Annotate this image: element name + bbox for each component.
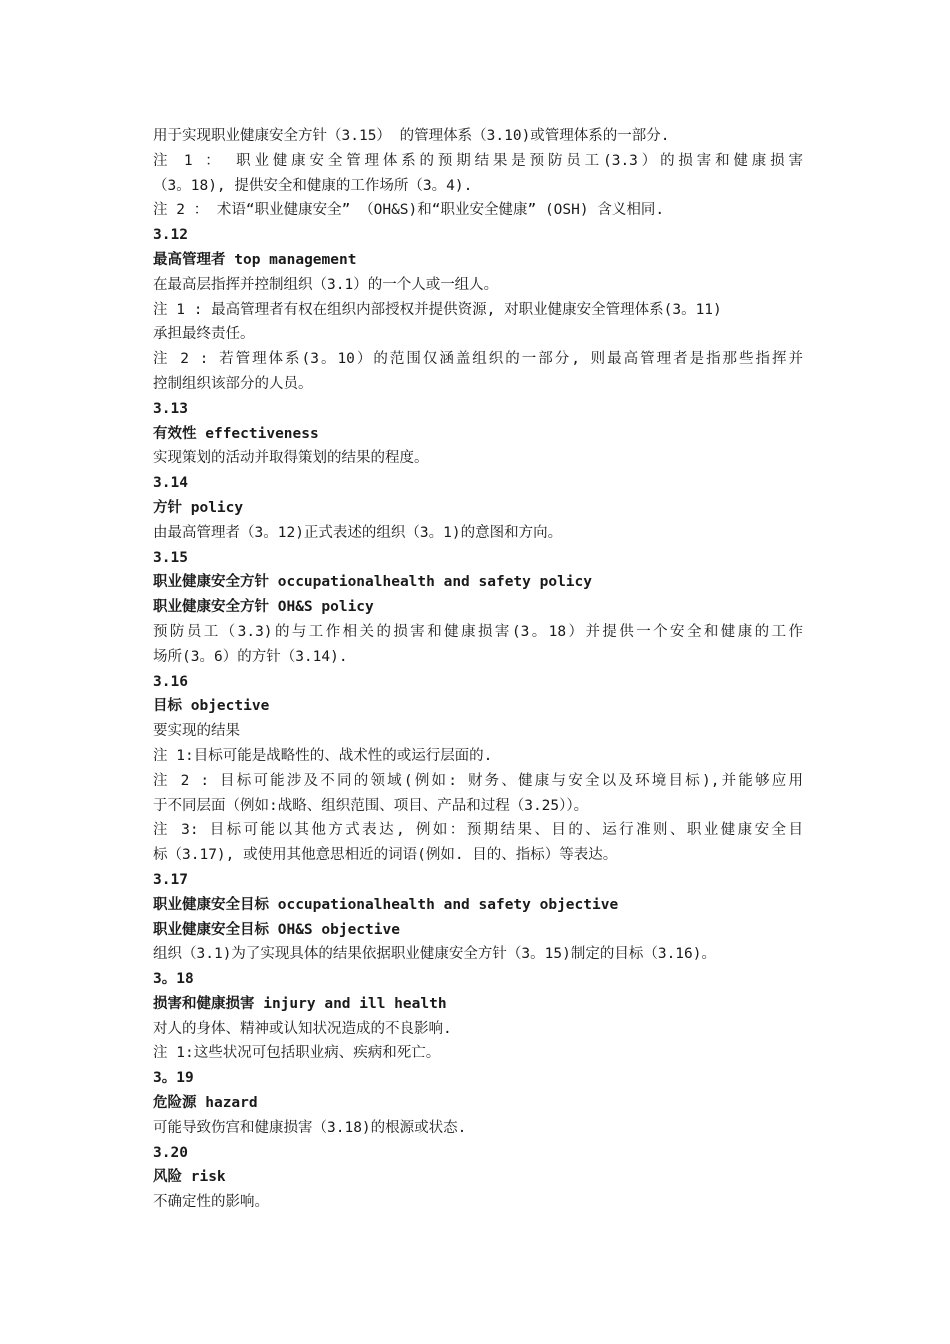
term-heading: 目标 objective <box>153 698 270 715</box>
note-line-continuation: 承担最终责任。 <box>153 326 255 343</box>
term-heading: 职业健康安全目标 occupationalhealth and safety objective <box>153 896 619 913</box>
definition-text: 实现策划的活动并取得策划的结果的程度。 <box>153 450 429 467</box>
definition-text: 要实现的结果 <box>153 723 240 740</box>
note-line: 注 1 ： 职业健康安全管理体系的预期结果是预防员工(3.3）的损害和健康损害 <box>153 152 803 169</box>
document-body <box>153 124 803 1215</box>
term-heading: 职业健康安全方针 occupationalhealth and safety policy <box>153 574 592 591</box>
section-number: 3.20 <box>153 1144 188 1161</box>
body-text-line: 用于实现职业健康安全方针（3.15） 的管理体系（3.10)或管理体系的一部分. <box>153 128 670 144</box>
section-number: 3.17 <box>153 871 188 888</box>
note-line: 注 1:目标可能是战略性的、战术性的或运行层面的. <box>153 747 493 764</box>
definition-text: 可能导致伤宫和健康损害（3.18)的根源或状态. <box>153 1119 467 1136</box>
term-heading: 方针 policy <box>153 499 244 516</box>
note-line: 注 3: 目标可能以其他方式表达, 例如：预期结果、目的、运行准则、职业健康安全目 <box>153 822 803 839</box>
section-number: 3。19 <box>153 1070 194 1087</box>
definition-text: 预防员工（3.3)的与工作相关的损害和健康损害(3。18）并提供一个安全和健康的工作 <box>153 623 803 640</box>
term-heading: 危险源 hazard <box>153 1095 258 1112</box>
definition-text: 不确定性的影响。 <box>153 1194 269 1211</box>
section-number: 3。18 <box>153 971 194 988</box>
term-heading-alt: 职业健康安全方针 OH&S policy <box>153 599 374 616</box>
section-number: 3.12 <box>153 227 188 244</box>
note-line: 注 2 : 若管理体系(3。10）的范围仅涵盖组织的一部分, 则最高管理者是指那些指挥并 <box>153 351 803 368</box>
section-number: 3.14 <box>153 475 188 492</box>
definition-text-continuation: 场所(3。6）的方针（3.14). <box>153 648 348 665</box>
note-line-continuation: 控制组织该部分的人员。 <box>153 375 313 392</box>
section-number: 3.15 <box>153 549 188 566</box>
definition-text: 在最高层指挥并控制组织（3.1）的一个人或一组人。 <box>153 276 499 293</box>
section-number: 3.16 <box>153 673 188 690</box>
note-line: 注 2 ： 术语“职业健康安全” （OH&S)和“职业安全健康” (OSH) 含义相同. <box>153 202 665 219</box>
definition-text: 由最高管理者（3。12)正式表述的组织（3。1)的意图和方向。 <box>153 524 563 541</box>
term-heading: 有效性 effectiveness <box>153 425 319 442</box>
note-line-continuation: 标（3.17), 或使用其他意思相近的词语(例如. 目的、指标）等表达。 <box>153 847 618 864</box>
term-heading: 最高管理者 top management <box>153 251 357 268</box>
note-line-continuation: （3。18), 提供安全和健康的工作场所（3。4). <box>153 177 473 194</box>
note-line: 注 2 : 目标可能涉及不同的领域(例如: 财务、健康与安全以及环境目标),并能够应用 <box>153 772 803 789</box>
definition-text: 组织（3.1)为了实现具体的结果依据职业健康安全方针（3。15)制定的目标（3.16)。 <box>153 946 716 963</box>
note-line: 注 1 : 最高管理者有权在组织内部授权并提供资源, 对职业健康安全管理体系(3。11) <box>153 301 722 318</box>
note-line-continuation: 于不同层面（例如:战略、组织范围、项目、产品和过程（3.25））。 <box>153 797 589 814</box>
note-line: 注 1:这些状况可包括职业病、疾病和死亡。 <box>153 1045 441 1062</box>
term-heading: 风险 risk <box>153 1169 226 1186</box>
definition-text: 对人的身体、精神或认知状况造成的不良影响. <box>153 1020 452 1037</box>
section-number: 3.13 <box>153 400 188 417</box>
term-heading-alt: 职业健康安全目标 OH&S objective <box>153 921 400 938</box>
term-heading: 损害和健康损害 injury and ill health <box>153 995 447 1012</box>
